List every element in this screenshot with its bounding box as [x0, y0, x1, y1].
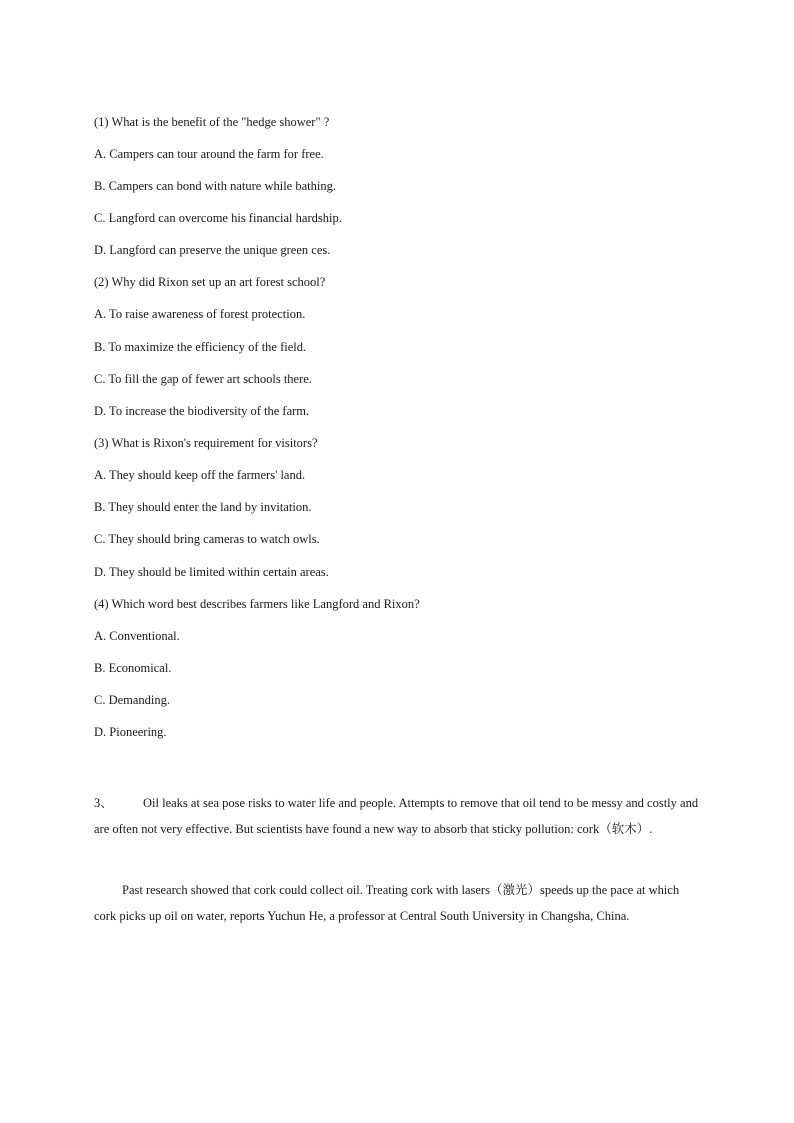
question-3-stem: (3) What is Rixon's requirement for visitors?	[94, 436, 318, 450]
question-1-stem: (1) What is the benefit of the "hedge shower" ?	[94, 115, 330, 129]
question-4-option-c: C. Demanding.	[94, 693, 171, 707]
question-2-stem: (2) Why did Rixon set up an art forest school?	[94, 275, 326, 289]
question-4-option-b: B. Economical.	[94, 661, 172, 675]
question-1-option-c: C. Langford can overcome his financial hardship.	[94, 211, 342, 225]
question-2-option-b: B. To maximize the efficiency of the field.	[94, 340, 307, 354]
passage-paragraph-2	[94, 877, 700, 929]
question-1-option-b: B. Campers can bond with nature while bathing.	[94, 179, 336, 193]
question-2-option-c: C. To fill the gap of fewer art schools there.	[94, 372, 312, 386]
question-1-option-a: A. Campers can tour around the farm for free.	[94, 147, 324, 161]
question-3-option-d: D. They should be limited within certain areas.	[94, 565, 329, 579]
question-3-option-c: C. They should bring cameras to watch owls.	[94, 532, 320, 546]
question-4-option-d: D. Pioneering.	[94, 725, 167, 739]
question-3-option-a: A. They should keep off the farmers' land.	[94, 468, 306, 482]
question-2-option-a: A. To raise awareness of forest protection.	[94, 307, 306, 321]
passage-paragraph-1	[94, 790, 700, 842]
question-2-option-d: D. To increase the biodiversity of the farm.	[94, 404, 310, 418]
passage-paragraph-2-text: Past research showed that cork could collect oil. Treating cork with lasers（激光）speeds up the pace at which cork picks up oil on water, reports Yuchun He, a professor at Central South University in Changsha, China.	[94, 883, 680, 923]
passage-number: 3、	[94, 796, 113, 810]
question-1-option-d: D. Langford can preserve the unique green ces.	[94, 243, 331, 257]
passage-paragraph-1-text: Oil leaks at sea pose risks to water life and people. Attempts to remove that oil tend to be messy and costly and are often not very effective. But scientists have found a new way to absorb that sticky pollution: cork（软木）.	[94, 796, 699, 836]
question-4-stem: (4) Which word best describes farmers like Langford and Rixon?	[94, 597, 420, 611]
question-4-option-a: A. Conventional.	[94, 629, 180, 643]
question-3-option-b: B. They should enter the land by invitation.	[94, 500, 312, 514]
